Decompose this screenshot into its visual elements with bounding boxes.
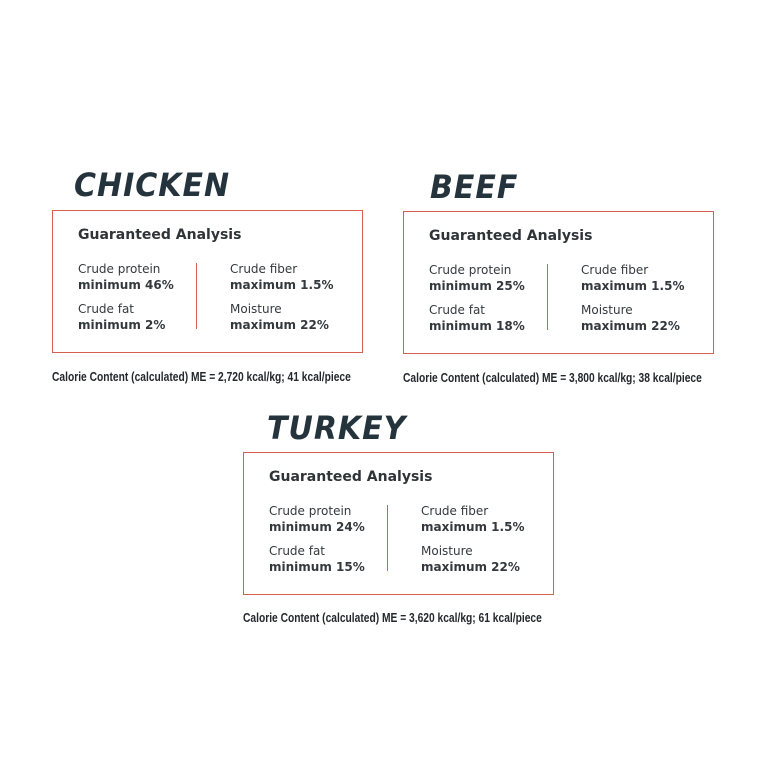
calorie-content-beef: Calorie Content (calculated) ME = 3,800 kcal/kg; 38 kcal/piece (403, 371, 702, 385)
guaranteed-analysis-panel-beef (403, 211, 714, 354)
nutrient-value: maximum 22% (230, 318, 329, 332)
nutrient-name: Crude fat (269, 544, 326, 558)
nutrient-name: Crude protein (269, 504, 352, 518)
column-divider (196, 263, 197, 329)
nutrient-crude-fiber (230, 261, 333, 293)
nutrient-name: Crude fiber (230, 262, 298, 276)
product-title-chicken: CHICKEN (74, 166, 231, 205)
nutrient-crude-fat (78, 301, 165, 333)
calorie-content-chicken: Calorie Content (calculated) ME = 2,720 kcal/kg; 41 kcal/piece (52, 370, 351, 384)
nutrient-value: minimum 46% (78, 278, 174, 292)
nutrient-moisture (230, 301, 329, 333)
nutrient-value: minimum 2% (78, 318, 166, 332)
nutrient-value: maximum 1.5% (230, 278, 334, 292)
nutrient-name: Crude fat (78, 302, 135, 316)
guaranteed-analysis-heading: Guaranteed Analysis (78, 227, 242, 243)
guaranteed-analysis-heading: Guaranteed Analysis (429, 228, 593, 244)
nutrient-moisture (581, 302, 680, 334)
nutrient-value: maximum 1.5% (581, 279, 685, 293)
column-divider (547, 264, 548, 330)
nutrient-crude-fat (429, 302, 525, 334)
nutrient-name: Moisture (421, 544, 473, 558)
column-divider (387, 505, 388, 571)
nutrient-crude-fiber (421, 503, 524, 535)
nutrient-name: Moisture (581, 303, 633, 317)
nutrient-value: minimum 15% (269, 560, 365, 574)
nutrient-value: minimum 24% (269, 520, 365, 534)
guaranteed-analysis-panel-turkey (243, 452, 554, 595)
nutrient-crude-fiber (581, 262, 684, 294)
product-title-beef: BEEF (430, 168, 519, 207)
nutrient-name: Crude fat (429, 303, 486, 317)
product-title-turkey: TURKEY (267, 409, 407, 448)
nutrient-name: Crude protein (78, 262, 161, 276)
guaranteed-analysis-panel-chicken (52, 210, 363, 353)
nutrient-crude-protein (429, 262, 525, 294)
nutrient-name: Crude protein (429, 263, 512, 277)
nutrient-name: Crude fiber (421, 504, 489, 518)
guaranteed-analysis-heading: Guaranteed Analysis (269, 469, 433, 485)
calorie-content-turkey: Calorie Content (calculated) ME = 3,620 kcal/kg; 61 kcal/piece (243, 611, 542, 625)
nutrient-moisture (421, 543, 520, 575)
nutrient-value: minimum 25% (429, 279, 525, 293)
nutrient-value: maximum 22% (421, 560, 520, 574)
nutrient-crude-fat (269, 543, 365, 575)
nutrient-name: Crude fiber (581, 263, 649, 277)
nutrient-name: Moisture (230, 302, 282, 316)
nutrient-value: minimum 18% (429, 319, 525, 333)
nutrient-crude-protein (269, 503, 365, 535)
nutrient-crude-protein (78, 261, 174, 293)
nutrient-value: maximum 1.5% (421, 520, 525, 534)
nutrient-value: maximum 22% (581, 319, 680, 333)
